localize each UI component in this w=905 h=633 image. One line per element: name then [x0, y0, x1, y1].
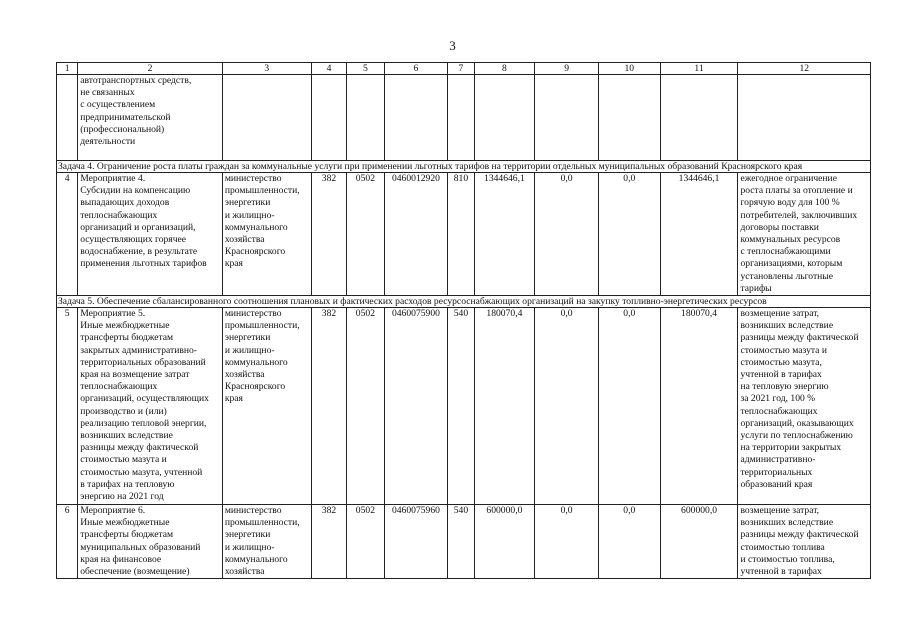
- expected-result: возмещение затрат, возникших вследствие разницы между фактической стоимостью топлива и стоимостью топлива, учтенной в тарифах: [738, 505, 871, 579]
- task-5-heading: Задача 5. Обеспечение сбалансированного соотношения плановых и фактических расходов ресурсоснабжающих организаций на закупку топливно-энергетических ресурсов: [57, 296, 871, 308]
- table-row: [57, 173, 871, 296]
- cell-col-7: 810: [448, 173, 474, 296]
- cell-col-4: 382: [311, 173, 346, 296]
- expected-result: возмещение затрат, возникших вследствие разницы между фактической стоимостью мазута и стоимостью мазута, учтенной в тарифах на тепловую энергию за 2021 год, 100 % теплоснабжающих организаций, оказывающих услуги по теплоснабжению на территории закрытых административно- территориальных образований края: [738, 308, 871, 505]
- cell-col-6: 0460075900: [384, 308, 448, 505]
- cell-col-4: 382: [311, 505, 346, 579]
- row-number: 5: [57, 308, 78, 505]
- cell-col-8: 180070,4: [474, 308, 535, 505]
- cell-col-8: 600000,0: [474, 505, 535, 579]
- row-number: 6: [57, 505, 78, 579]
- column-number: 10: [598, 63, 660, 75]
- cell-col-9: 0,0: [535, 173, 599, 296]
- column-number: 3: [222, 63, 311, 75]
- cell-col-7: 540: [448, 505, 474, 579]
- cell-col-11: 180070,4: [660, 308, 738, 505]
- column-number: 1: [57, 63, 78, 75]
- cell-col-9: 0,0: [535, 505, 599, 579]
- measure-name: Мероприятие 4. Субсидии на компенсацию выпадающих доходов теплоснабжающих организаций и организаций, осуществляющих горячее водоснабжение, в результате применения льготных тарифов: [78, 173, 223, 296]
- measures-table: [56, 62, 871, 579]
- cell-col-7: 540: [448, 308, 474, 505]
- continuation-text: автотранспортных средств, не связанных с осуществлением предпринимательской (профессиональной) деятельности: [78, 75, 223, 161]
- column-number: 5: [347, 63, 384, 75]
- measure-name: Мероприятие 6. Иные межбюджетные трансферты бюджетам муниципальных образований края на финансовое обеспечение (возмещение): [78, 505, 223, 579]
- cell-col-6: 0460012920: [384, 173, 448, 296]
- executor: министерство промышленности, энергетики и жилищно- коммунального хозяйства Красноярского края: [222, 308, 311, 505]
- cell-col-8: 1344646,1: [474, 173, 535, 296]
- cell-col-6: 0460075960: [384, 505, 448, 579]
- column-number: 2: [78, 63, 223, 75]
- column-number: 6: [384, 63, 448, 75]
- cell-col-11: 600000,0: [660, 505, 738, 579]
- executor: министерство промышленности, энергетики и жилищно- коммунального хозяйства: [222, 505, 311, 579]
- row-number: 4: [57, 173, 78, 296]
- cell-col-5: 0502: [347, 505, 384, 579]
- table-row: [57, 505, 871, 579]
- cell-col-11: 1344646,1: [660, 173, 738, 296]
- task-4-row: [57, 161, 871, 173]
- column-number: 9: [535, 63, 599, 75]
- cell-col-10: 0,0: [598, 173, 660, 296]
- cell-col-10: 0,0: [598, 308, 660, 505]
- column-number: 7: [448, 63, 474, 75]
- column-number: 11: [660, 63, 738, 75]
- table-row: [57, 308, 871, 505]
- cell-col-5: 0502: [347, 173, 384, 296]
- executor: министерство промышленности, энергетики и жилищно- коммунального хозяйства Красноярского края: [222, 173, 311, 296]
- page-number: 3: [449, 38, 456, 53]
- cell-col-10: 0,0: [598, 505, 660, 579]
- cell-col-5: 0502: [347, 308, 384, 505]
- task-5-row: [57, 296, 871, 308]
- column-number-row: [57, 63, 871, 75]
- column-number: 8: [474, 63, 535, 75]
- column-number: 12: [738, 63, 871, 75]
- measure-name: Мероприятие 5. Иные межбюджетные трансферты бюджетам закрытых административно- территориальных образований края на возмещение затрат теплоснабжающих организаций, осуществляющих производство и (или) реализацию тепловой энергии, возникших вследствие разницы между фактической стоимостью мазута и стоимостью мазута, учтенной в тарифах на тепловую энергию на 2021 год: [78, 308, 223, 505]
- task-4-heading: Задача 4. Ограничение роста платы граждан за коммунальные услуги при применении льготных тарифов на территории отдельных муниципальных образований Красноярского края: [57, 161, 871, 173]
- column-number: 4: [311, 63, 346, 75]
- expected-result: ежегодное ограничение роста платы за отопление и горячую воду для 100 % потребителей, заключивших договоры поставки коммунальных ресурсов с теплоснабжающими организациями, которым установлены льготные тарифы: [738, 173, 871, 296]
- cell-col-4: 382: [311, 308, 346, 505]
- cell-col-9: 0,0: [535, 308, 599, 505]
- continuation-row: [57, 75, 871, 161]
